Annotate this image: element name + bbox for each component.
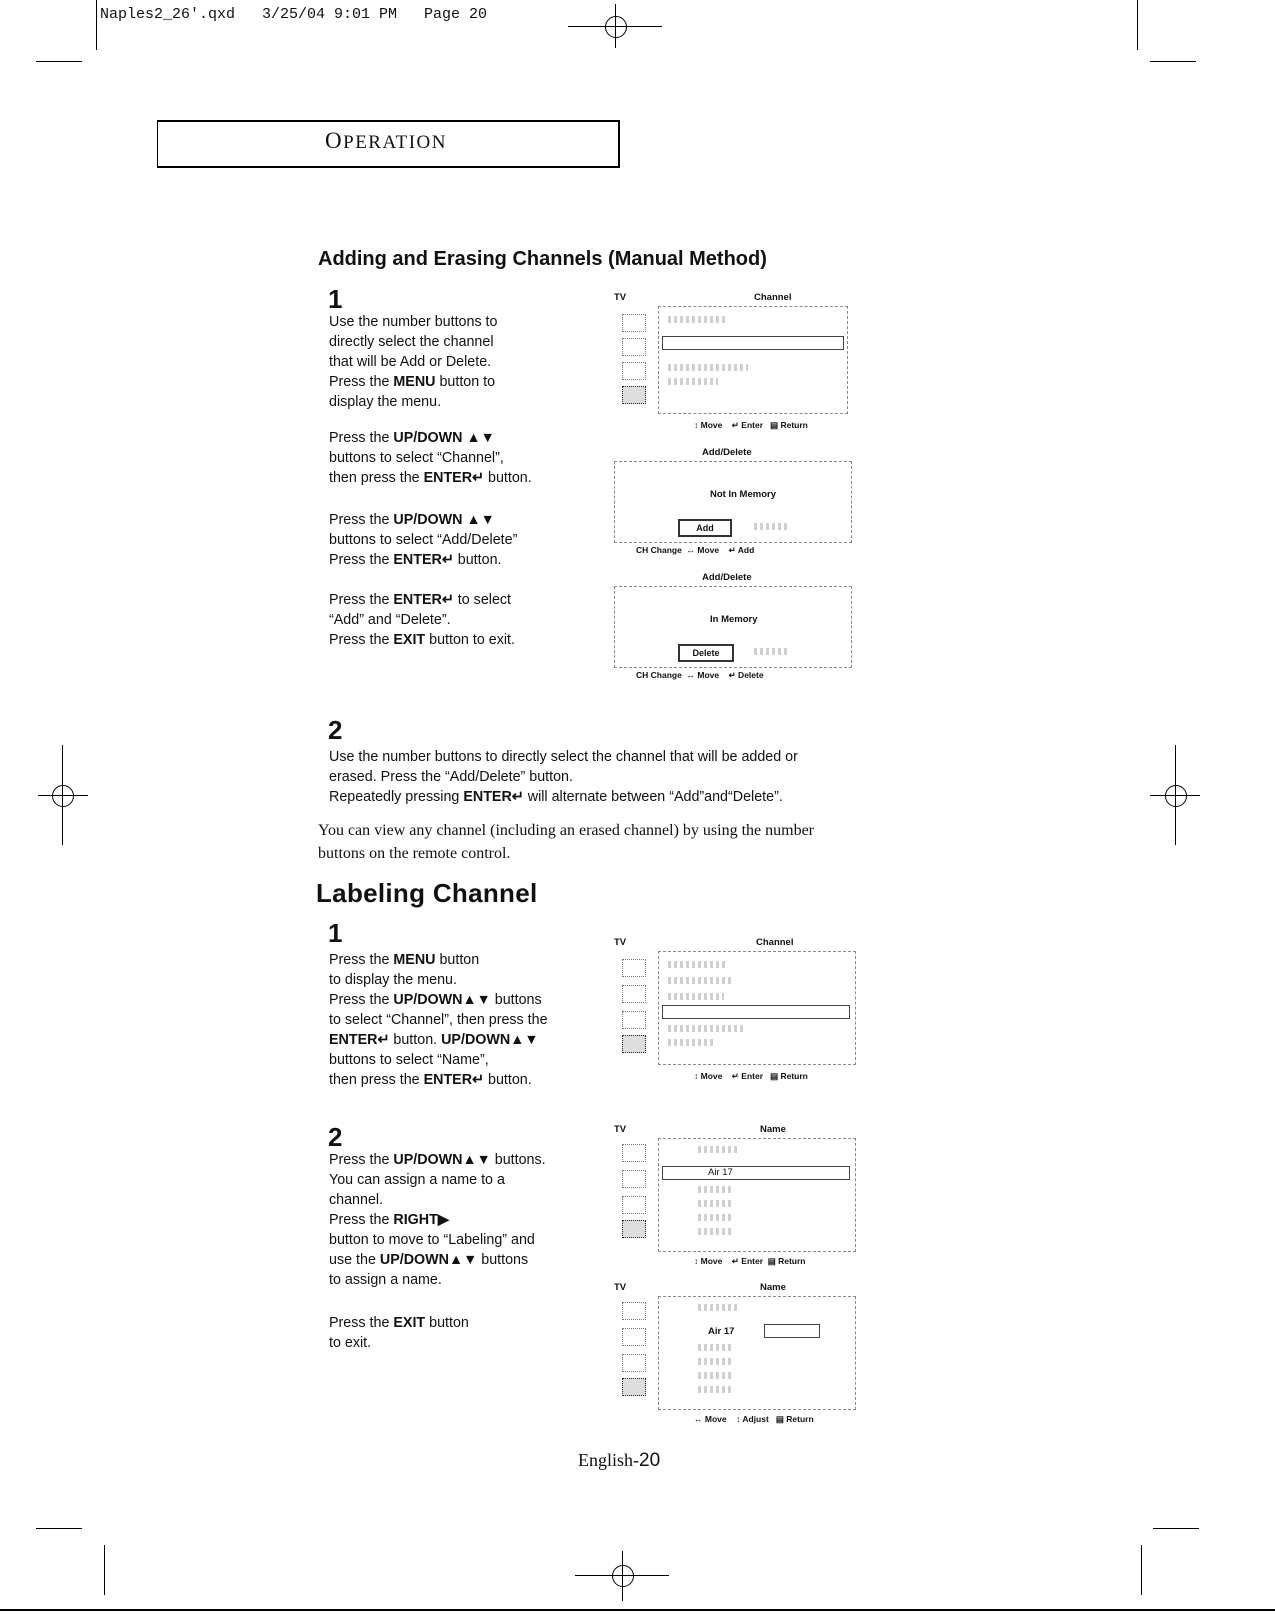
channel-menu-icon	[622, 1378, 646, 1396]
step1-paragraph: Press the UP/DOWN ▲▼ buttons to select “Channel”, then press the ENTER↵ button.	[329, 430, 532, 486]
menu-item	[698, 1304, 738, 1311]
delete-button: Delete	[678, 644, 734, 662]
menu-item	[668, 1025, 744, 1032]
menu-icon	[622, 985, 646, 1003]
step-number: 2	[328, 1122, 343, 1152]
crop-mark	[104, 1545, 105, 1595]
selected-item	[662, 1166, 850, 1180]
screen-title: Name	[760, 1282, 786, 1293]
menu-icon	[622, 1302, 646, 1320]
menu-icon	[622, 1170, 646, 1188]
menu-item	[668, 1039, 714, 1046]
screen-footer: CH Change ↔ Move ↵ Add	[636, 545, 755, 555]
menu-icon	[622, 1354, 646, 1372]
menu-panel	[658, 1296, 856, 1410]
channel-menu-icon	[622, 1220, 646, 1238]
screen-title: Channel	[756, 937, 794, 948]
screen-footer: ↕ Move ↵ Enter ▤ Return	[694, 1256, 806, 1266]
step1-paragraph: Press the ENTER↵ to select “Add” and “Delete”. Press the EXIT button to exit.	[329, 592, 515, 648]
menu-item	[668, 364, 748, 371]
bottom-rule	[0, 1609, 1275, 1611]
menu-item	[668, 977, 734, 984]
menu-icon	[622, 959, 646, 977]
screen-tv-label: TV	[614, 1124, 627, 1135]
menu-item	[698, 1344, 732, 1351]
screen-footer: ↔ Move ↕ Adjust ▤ Return	[694, 1414, 814, 1424]
crop-mark	[1150, 61, 1196, 62]
menu-item	[698, 1214, 732, 1221]
name-menu-screenshot	[598, 1282, 860, 1428]
crop-mark	[36, 61, 82, 62]
registration-mark	[605, 16, 627, 38]
add-button: Add	[678, 519, 732, 537]
add-delete-screenshot	[614, 447, 854, 559]
step1-paragraph: Press the MENU button to display the menu. Press the UP/DOWN▲▼ buttons to select “Channel”, then press the ENTER↵ button. UP/DOWN▲▼ buttons to select “Name”, then press the ENTER↵ button.	[329, 952, 548, 1088]
menu-item	[668, 993, 724, 1000]
step1-paragraph: Press the UP/DOWN ▲▼ buttons to select “Add/Delete” Press the ENTER↵ button.	[329, 512, 518, 568]
menu-icon	[622, 338, 646, 356]
menu-item	[668, 316, 728, 323]
selected-channel: Air 17	[708, 1326, 735, 1337]
section-header: OPERATION	[325, 128, 447, 153]
menu-icon	[622, 1011, 646, 1029]
screen-title: Channel	[754, 292, 792, 303]
screen-tv-label: TV	[614, 1282, 627, 1293]
registration-mark	[612, 1565, 634, 1587]
screen-title: Add/Delete	[702, 572, 752, 583]
screen-footer: ↕ Move ↵ Enter ▤ Return	[694, 1071, 808, 1081]
memory-status: In Memory	[710, 614, 758, 625]
tv-menu-screenshot	[598, 937, 860, 1085]
menu-icon	[622, 1196, 646, 1214]
menu-item	[668, 378, 718, 385]
step-number: 1	[328, 918, 343, 948]
menu-item	[698, 1358, 732, 1365]
add-delete-screenshot	[614, 572, 854, 684]
menu-icon	[622, 1144, 646, 1162]
print-slug: Naples2_26'.qxd 3/25/04 9:01 PM Page 20	[100, 6, 488, 23]
menu-item	[698, 1372, 732, 1379]
step-number: 2	[328, 715, 343, 745]
registration-mark	[52, 785, 74, 807]
screen-footer: CH Change ↔ Move ↵ Delete	[636, 670, 764, 680]
screen-footer: ↕ Move ↵ Enter ▤ Return	[694, 420, 808, 430]
crop-mark	[36, 1528, 82, 1529]
crop-mark	[1153, 1528, 1199, 1529]
menu-icon	[622, 314, 646, 332]
step2-paragraph: Press the EXIT button to exit.	[329, 1315, 469, 1351]
section-title-adding-erasing: Adding and Erasing Channels (Manual Method)	[318, 248, 767, 270]
selected-channel: Air 17	[708, 1167, 733, 1178]
step-number: 1	[328, 284, 343, 314]
menu-item	[754, 648, 790, 655]
screen-tv-label: TV	[614, 292, 627, 303]
registration-mark	[1165, 785, 1187, 807]
crop-mark	[1137, 0, 1138, 50]
page-footer: English-20	[578, 1450, 661, 1471]
selected-item	[662, 336, 844, 350]
crop-mark	[96, 0, 97, 50]
step2-paragraph: Press the UP/DOWN▲▼ buttons. You can assign a name to a channel. Press the RIGHT▶ button to move to “Labeling” and use the UP/DOWN▲▼ buttons to assign a name.	[329, 1152, 546, 1288]
section-title-labeling: Labeling Channel	[316, 878, 538, 908]
dialog-panel	[614, 461, 852, 543]
channel-menu-icon	[622, 1035, 646, 1053]
menu-item	[698, 1228, 732, 1235]
name-menu-screenshot	[598, 1124, 860, 1270]
menu-item	[698, 1200, 732, 1207]
selected-item	[662, 1005, 850, 1019]
tv-menu-screenshot	[598, 292, 854, 432]
label-edit-box	[764, 1324, 820, 1338]
menu-item	[754, 523, 790, 530]
menu-icon	[622, 1328, 646, 1346]
menu-item	[698, 1146, 738, 1153]
menu-item	[698, 1186, 732, 1193]
screen-title: Name	[760, 1124, 786, 1135]
note-paragraph: You can view any channel (including an erased channel) by using the number buttons on the remote control.	[318, 822, 815, 862]
step2-paragraph: Use the number buttons to directly select the channel that will be added or erased. Press the “Add/Delete” button. Repeatedly pressing ENTER↵ will alternate between “Add”and“Delete”.	[329, 749, 798, 805]
menu-item	[698, 1386, 732, 1393]
screen-tv-label: TV	[614, 937, 627, 948]
step1-paragraph: Use the number buttons to directly select the channel that will be Add or Delete. Press the MENU button to display the menu.	[329, 314, 498, 410]
menu-icon	[622, 362, 646, 380]
channel-menu-icon	[622, 386, 646, 404]
crop-mark	[1141, 1545, 1142, 1595]
memory-status: Not In Memory	[710, 489, 776, 500]
menu-panel	[658, 1138, 856, 1252]
screen-title: Add/Delete	[702, 447, 752, 458]
menu-item	[668, 961, 728, 968]
